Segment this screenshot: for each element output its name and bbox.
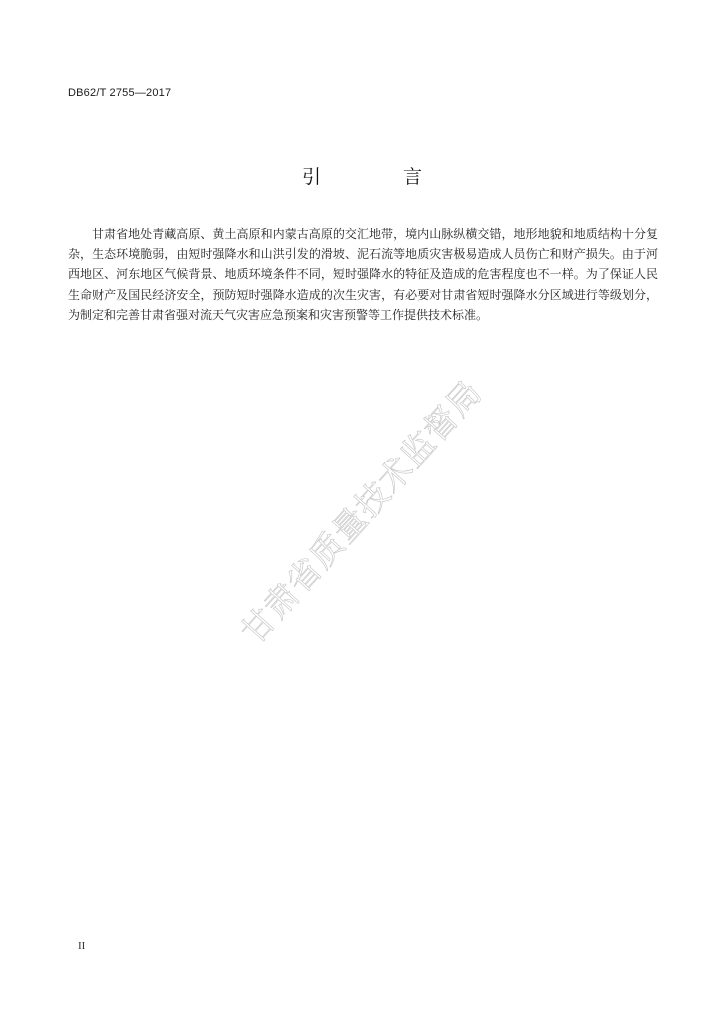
issuer-watermark: 甘肃省质量技术监督局 bbox=[233, 372, 490, 652]
section-title: 引 言 bbox=[301, 166, 461, 188]
document-number: DB62/T 2755—2017 bbox=[68, 87, 172, 99]
page-number: II bbox=[78, 940, 86, 952]
introduction-paragraph: 甘肃省地处青藏高原、黄土高原和内蒙古高原的交汇地带，境内山脉纵横交错，地形地貌和地质结构十分复杂，生态环境脆弱，由短时强降水和山洪引发的滑坡、泥石流等地质灾害极易造成人员伤亡和财产损失。由于河西地区、河东地区气候背景、地质环境条件不同，短时强降水的特征及造成的危害程度也不一样。为了保证人民生命财产及国民经济安全，预防短时强降水造成的次生灾害，有必要对甘肃省短时强降水分区域进行等级划分，为制定和完善甘肃省强对流天气灾害应急预案和灾害预警等工作提供技术标准。 bbox=[68, 227, 658, 322]
